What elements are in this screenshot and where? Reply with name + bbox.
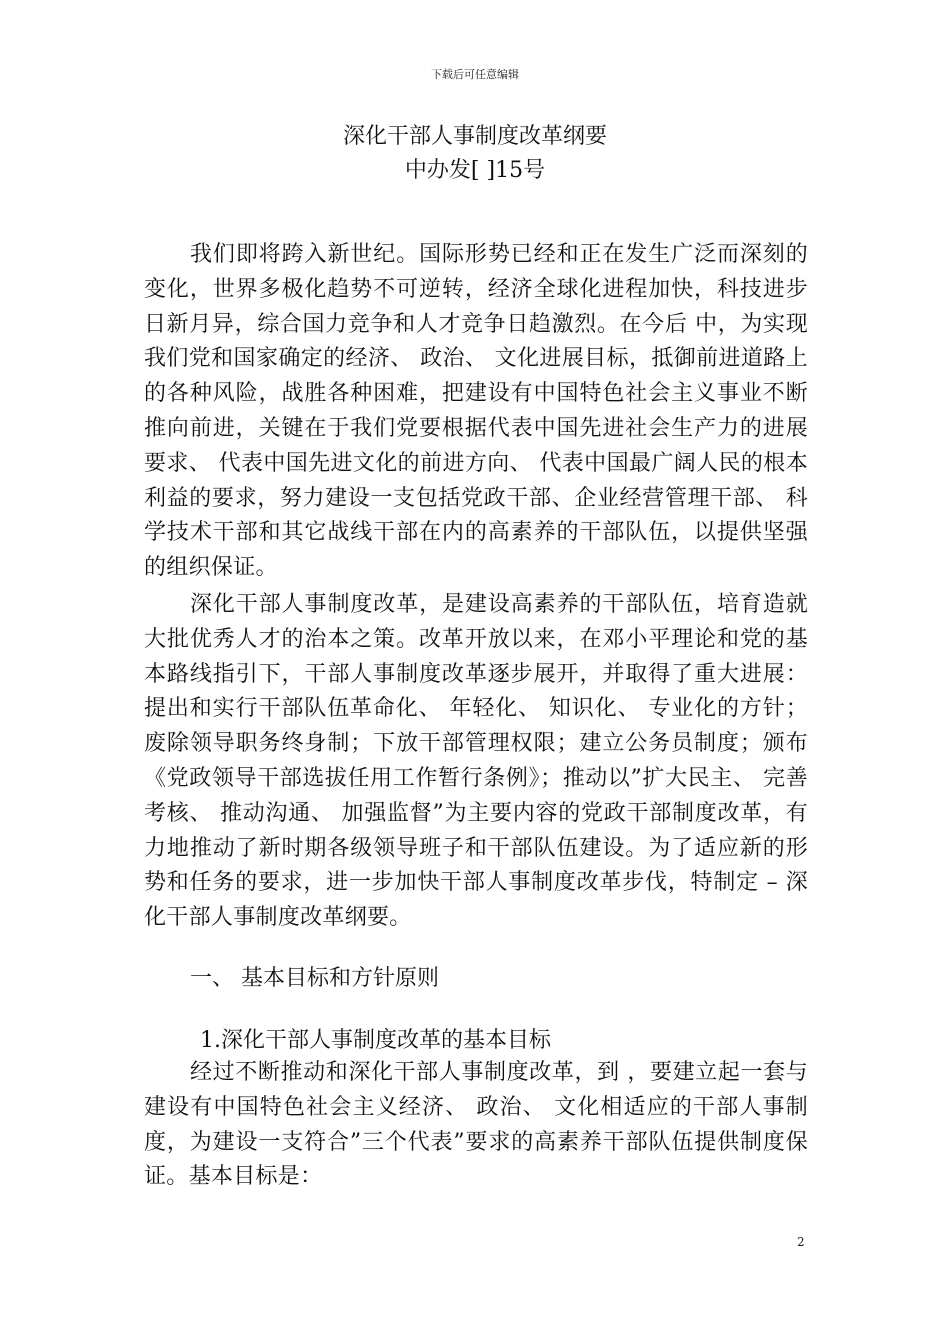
paragraph-reform — [144, 588, 808, 936]
document-title: 深化干部人事制度改革纲要 — [342, 124, 607, 149]
header-note: 下载后可任意编辑 — [431, 68, 519, 81]
paragraph-text: 深化干部人事制度改革，是建设高素养的干部队伍，培育造就大批优秀人才的治本之策。改革开放以来，在邓小平理论和党的基本路线指引下，干部人事制度改革逐步展开，并取得了重大进展：提出和实行干部队伍革命化、 年轻化、 知识化、 专业化的方针；废除领导职务终身制；下放干部管理权限；建立公务员制度；颁布《党政领导干部选拔任用工作暂行条例》；推动以”扩大民主、 完善考核、 推动沟通、 加强监督”为主要内容的党政干部制度改革，有力地推动了新时期各级领导班子和干部队伍建设。为了适应新的形势和任务的要求，进一步加快干部人事制度改革步伐，特制定 – 深化干部人事制度改革纲要。 — [144, 592, 809, 931]
paragraph-text: 我们即将跨入新世纪。国际形势已经和正在发生广泛而深刻的变化，世界多极化趋势不可逆转，经济全球化进程加快，科技进步日新月异，综合国力竞争和人才竞争日趋激烈。在今后 中，为实现我们党和国家确定的经济、 政治、 文化进展目标，抵御前进道路上的各种风险，战胜各种困难，把建设有中国特色社会主义事业不断推向前进，关键在于我们党要根据代表中国先进社会生产力的进展要求、 代表中国先进文化的前进方向、 代表中国最广阔人民的根本利益的要求，努力建设一支包括党政干部、企业经营管理干部、 科学技术干部和其它战线干部在内的高素养的干部队伍，以提供坚强的组织保证。 — [144, 242, 808, 581]
page-number: 2 — [797, 1235, 805, 1249]
document-number: 中办发[ ]15号 — [404, 158, 546, 183]
paragraph-intro — [144, 238, 808, 586]
section-heading: 一、 基本目标和方针原则 — [190, 966, 439, 991]
paragraph-text: 经过不断推动和深化干部人事制度改革，到 ，要建立起一套与建设有中国特色社会主义经济、 政治、 文化相适应的干部人事制度，为建设一支符合”三个代表”要求的高素养干部队伍提供制度保证。基本目标是： — [144, 1060, 808, 1190]
sub-heading: 1.深化干部人事制度改革的基本目标 — [200, 1028, 551, 1053]
paragraph-goals — [144, 1056, 808, 1195]
